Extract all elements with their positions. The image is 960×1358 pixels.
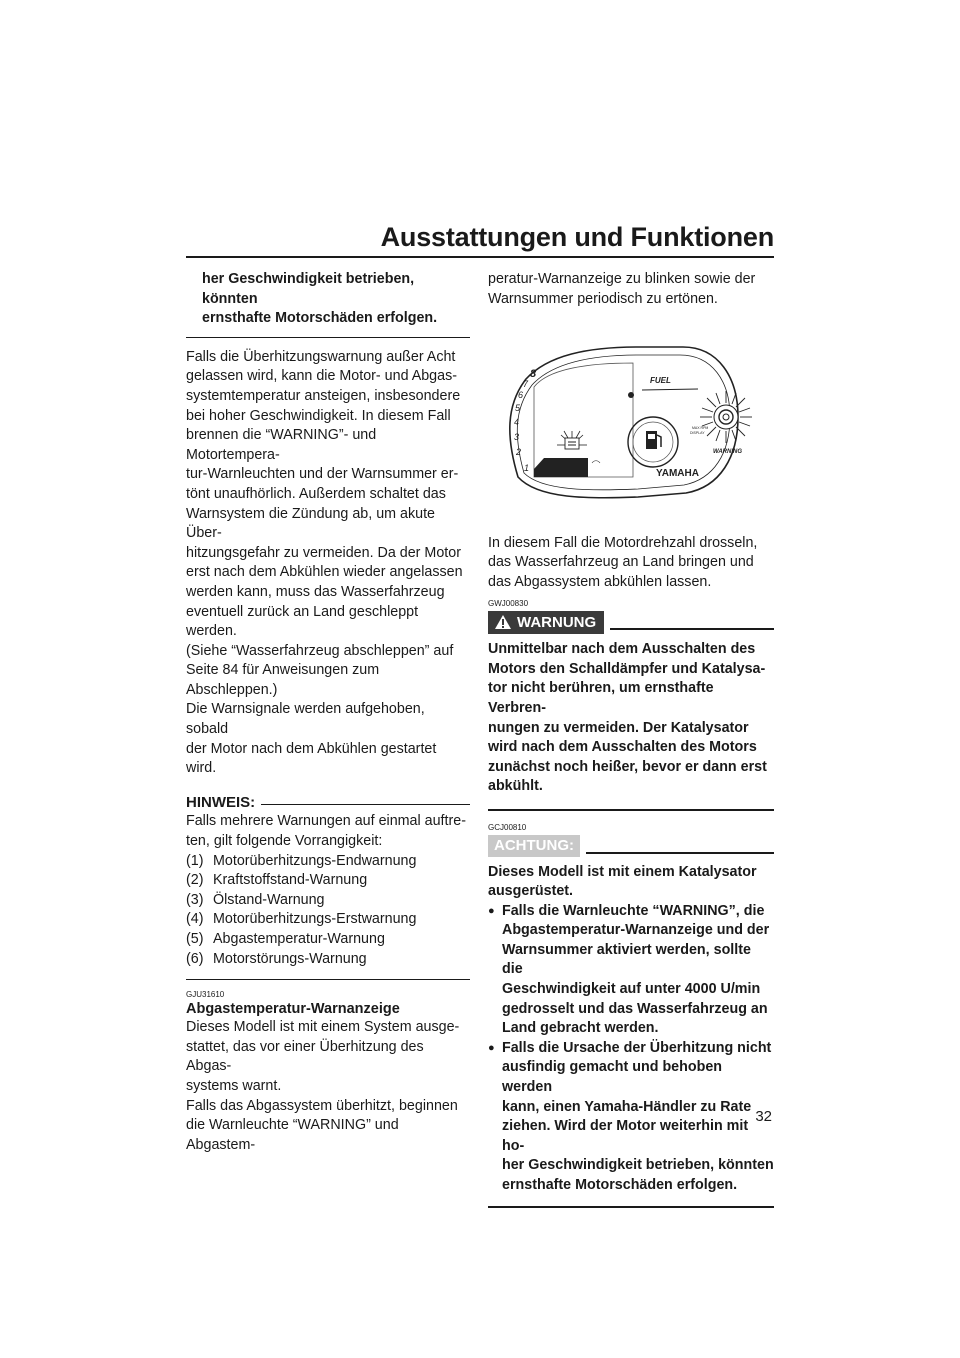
list-text: Motorstörungs-Warnung xyxy=(213,950,367,967)
fuel-label: FUEL xyxy=(650,376,671,386)
after-figure-paragraph xyxy=(488,534,774,593)
warning-label: WARNING xyxy=(713,449,742,456)
tach-digit: 5 xyxy=(515,403,521,414)
list-item xyxy=(186,950,470,970)
list-item xyxy=(186,930,470,950)
section-title: Abgastemperatur-Warnanzeige xyxy=(186,1001,400,1018)
text-line: abkühlt. xyxy=(488,778,543,795)
caution-code: GCJ00810 xyxy=(488,822,527,832)
brand-label: YAMAHA xyxy=(656,468,699,480)
page-number: 32 xyxy=(755,1108,772,1125)
text-line: werden kann, muss das Wasserfahrzeug xyxy=(186,583,445,600)
warning-heading xyxy=(488,611,774,635)
text-line: gedrosselt und das Wasserfahrzeug an xyxy=(502,1000,768,1017)
text-line: systems warnt. xyxy=(186,1077,282,1094)
text-line: tönt unaufhörlich. Außerdem schaltet das xyxy=(186,485,446,502)
list-item xyxy=(186,871,470,891)
list-number: (4) xyxy=(186,911,204,928)
section-code: GJU31610 xyxy=(186,990,225,1000)
note-body xyxy=(186,812,470,969)
warning-body xyxy=(488,640,774,797)
overheat-paragraph xyxy=(186,348,470,779)
caution-intro xyxy=(488,863,774,902)
list-item xyxy=(186,891,470,911)
text-line: Die Warnsignale werden aufgehoben, sobald xyxy=(186,701,425,738)
tach-digit: 6 xyxy=(518,390,524,401)
text-line: ernsthafte Motorschäden erfolgen. xyxy=(502,1177,738,1193)
text-line: Land gebracht werden. xyxy=(502,1020,659,1037)
text-line: ziehen. Wird der Motor weiterhin mit ho- xyxy=(502,1118,749,1154)
page-title: Ausstattungen und Funktionen xyxy=(380,222,774,252)
header-divider xyxy=(186,256,774,258)
text-line: Falls das Abgassystem überhitzt, beginnen xyxy=(186,1097,458,1114)
warning-triangle-icon xyxy=(494,614,512,630)
text-line: Falls mehrere Warnungen auf einmal auftre- xyxy=(186,813,466,830)
text-line: das Wasserfahrzeug an Land bringen und xyxy=(488,554,754,571)
tach-digit: 8 xyxy=(530,368,537,381)
text-line: Seite 84 für Anweisungen zum Abschleppen.) xyxy=(186,662,380,698)
note-end-rule xyxy=(186,979,470,980)
tach-digit: 2 xyxy=(516,447,522,458)
text-line: gelassen wird, kann die Motor- und Abgas- xyxy=(186,368,457,385)
text-line: Falls die Warnleuchte “WARNING”, die xyxy=(502,902,765,919)
section-body xyxy=(186,1018,470,1155)
text-line: her Geschwindigkeit betrieben, könnten xyxy=(202,271,415,307)
tach-digit: 3 xyxy=(514,432,520,443)
warning-badge xyxy=(488,611,604,635)
text-line: nungen zu vermeiden. Der Katalysator xyxy=(488,719,749,736)
text-line: der Motor nach dem Abkühlen gestartet wird. xyxy=(186,740,437,777)
caution-heading xyxy=(488,835,774,857)
left-column xyxy=(186,270,470,1155)
divider xyxy=(186,337,470,338)
text-line: stattet, das vor einer Überhitzung des Abgas- xyxy=(186,1038,424,1075)
display-label: DISPLAY xyxy=(690,431,705,436)
text-line: kann, einen Yamaha-Händler zu Rate xyxy=(502,1098,752,1115)
list-text: Abgastemperatur-Warnung xyxy=(213,931,385,947)
right-column xyxy=(488,270,774,1208)
list-item xyxy=(186,910,470,930)
text-line: Warnsystem die Zündung ab, um akute Über- xyxy=(186,505,435,542)
bullet-icon: ● xyxy=(488,1041,495,1054)
text-line: peratur-Warnanzeige zu blinken sowie der xyxy=(488,271,756,287)
text-line: das Abgassystem abkühlen lassen. xyxy=(488,573,712,590)
text-line: ausfindig gemacht und behoben werden xyxy=(502,1059,723,1096)
text-line: wird nach dem Ausschalten des Motors xyxy=(488,739,757,756)
warning-title: WARNUNG xyxy=(517,613,597,631)
text-line: Unmittelbar nach dem Ausschalten des xyxy=(488,641,756,658)
warning-rule xyxy=(610,628,774,630)
caution-end-rule xyxy=(488,1206,774,1208)
text-line: Falls die Ursache der Überhitzung nicht xyxy=(502,1039,772,1056)
exhaust-temp-icon xyxy=(557,431,587,449)
text-line: bei hoher Geschwindigkeit. In diesem Fall xyxy=(186,407,451,424)
meter-illustration xyxy=(488,317,774,527)
text-line: zunächst noch heißer, bevor er dann erst xyxy=(488,758,767,775)
text-line: Motors den Schalldämpfer und Katalysa- xyxy=(488,660,766,677)
text-line: Warnsummer aktiviert werden, sollte die xyxy=(502,941,751,978)
note-heading xyxy=(186,793,470,813)
list-number: (2) xyxy=(186,872,204,889)
tach-digit: 4 xyxy=(514,417,520,428)
list-text: Kraftstoffstand-Warnung xyxy=(213,872,368,889)
list-text: Ölstand-Warnung xyxy=(213,891,325,908)
max-rpm-label: MAX RPM xyxy=(692,426,709,431)
text-line: Dieses Modell ist mit einem System ausge- xyxy=(186,1019,460,1036)
caution-badge: ACHTUNG: xyxy=(488,835,580,857)
tach-digit: 1 xyxy=(524,463,530,474)
text-line: brennen die “WARNING”- und Motortempera- xyxy=(186,427,377,463)
list-text: Motorüberhitzungs-Erstwarnung xyxy=(213,911,417,928)
caution-bullet xyxy=(488,1039,774,1196)
text-line: In diesem Fall die Motordrehzahl drosseln, xyxy=(488,534,758,551)
text-line: ernsthafte Motorschäden erfolgen. xyxy=(202,310,438,327)
note-title: HINWEIS: xyxy=(186,793,256,811)
bullet-icon: ● xyxy=(488,904,495,917)
text-line: Falls die Überhitzungswarnung außer Acht xyxy=(186,348,456,365)
text-line: die Warnleuchte “WARNING” und Abgastem- xyxy=(186,1117,399,1153)
list-item xyxy=(186,852,470,872)
text-line: Geschwindigkeit auf unter 4000 U/min xyxy=(502,981,761,998)
text-line: tor nicht berühren, um ernsthafte Verbren- xyxy=(488,680,714,716)
list-text: Motorüberhitzungs-Endwarnung xyxy=(213,852,417,869)
caution-bullet xyxy=(488,902,774,1039)
text-line: systemtemperatur ansteigen, insbesondere xyxy=(186,387,461,404)
text-line: tur-Warnleuchten und der Warnsummer er- xyxy=(186,466,459,483)
text-line: ausgerüstet. xyxy=(488,883,574,900)
continued-warning xyxy=(186,270,470,329)
text-line: Warnsummer periodisch zu ertönen. xyxy=(488,290,718,307)
text-line: (Siehe “Wasserfahrzeug abschleppen” auf xyxy=(186,642,454,659)
list-number: (3) xyxy=(186,891,204,908)
text-line: ten, gilt folgende Vorrangigkeit: xyxy=(186,833,383,850)
list-number: (6) xyxy=(186,950,204,967)
tach-digit: 7 xyxy=(523,379,529,390)
warning-end-rule xyxy=(488,809,774,811)
text-line: erst nach dem Abkühlen wieder angelassen xyxy=(186,564,463,581)
text-line: hitzungsgefahr zu vermeiden. Da der Motor xyxy=(186,544,461,561)
list-number: (5) xyxy=(186,931,204,947)
note-rule xyxy=(261,804,470,805)
caution-rule xyxy=(586,852,774,854)
text-line: Abgastemperatur-Warnanzeige und der xyxy=(502,922,770,939)
text-line: her Geschwindigkeit betrieben, könnten xyxy=(502,1157,774,1174)
text-line: Dieses Modell ist mit einem Katalysator xyxy=(488,863,757,880)
warning-code: GWJ00830 xyxy=(488,598,529,608)
warning-lamp-icon xyxy=(700,391,752,443)
text-line: eventuell zurück an Land geschleppt werden. xyxy=(186,603,419,640)
list-number: (1) xyxy=(186,852,204,869)
